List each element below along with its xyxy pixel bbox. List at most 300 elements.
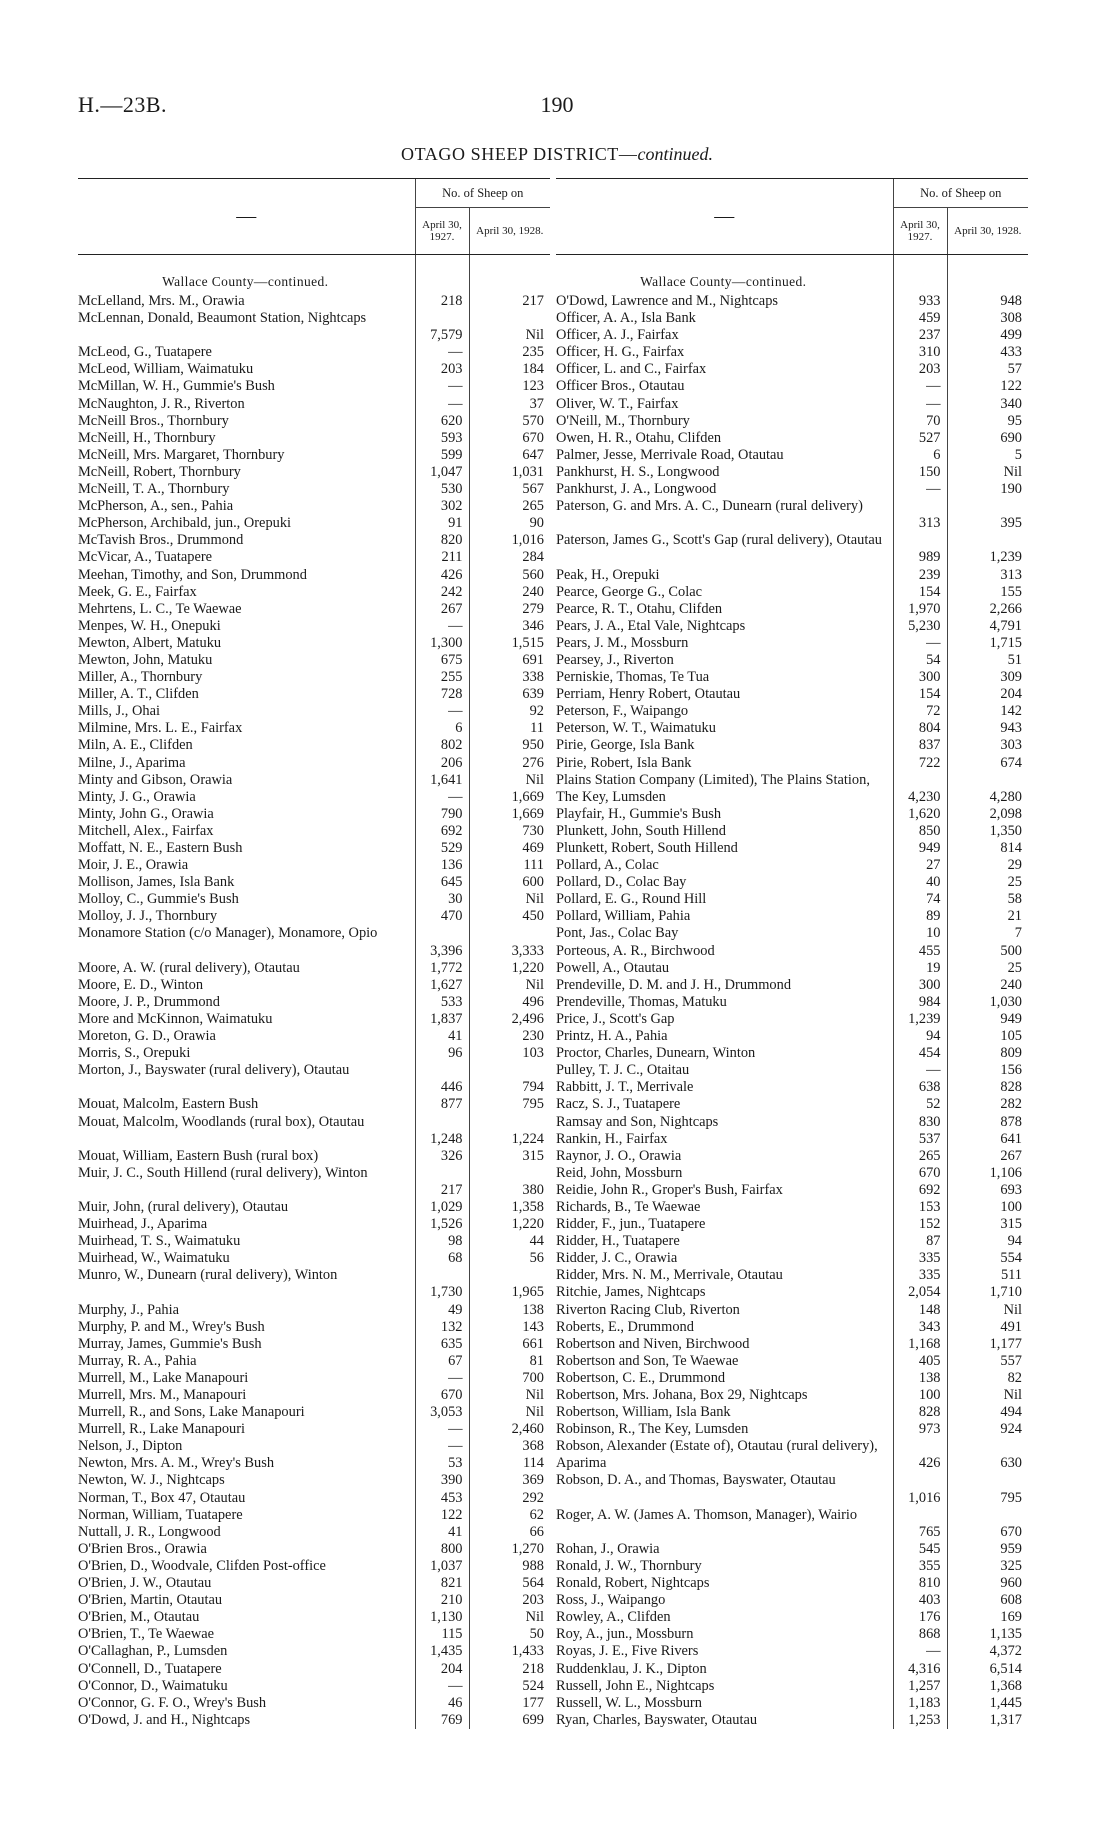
sheep-1928: 58 bbox=[947, 891, 1028, 908]
sheep-1928: 155 bbox=[947, 584, 1028, 601]
owner-name: Mouat, Malcolm, Eastern Bush bbox=[78, 1096, 259, 1113]
sheep-1927: 5,230 bbox=[893, 618, 947, 635]
sheep-1927: 152 bbox=[893, 1216, 947, 1233]
owner-name: Ridder, F., jun., Tuatapere bbox=[556, 1216, 706, 1233]
sheep-1928: 630 bbox=[947, 1438, 1028, 1472]
owner-name: O'Dowd, J. and H., Nightcaps bbox=[78, 1711, 251, 1728]
table-row bbox=[78, 601, 550, 618]
sheep-1928: 340 bbox=[947, 396, 1028, 413]
owner-name: Pearce, R. T., Otahu, Clifden bbox=[556, 600, 723, 617]
owner-name: Proctor, Charles, Dunearn, Winton bbox=[556, 1045, 756, 1062]
owner-name: Ruddenklau, J. K., Dipton bbox=[556, 1660, 707, 1677]
owner-name: Richards, B., Te Waewae bbox=[556, 1198, 701, 1215]
sheep-1927: 593 bbox=[415, 430, 469, 447]
owner-name: Robinson, R., The Key, Lumsden bbox=[556, 1421, 749, 1438]
sheep-1928: 988 bbox=[469, 1558, 550, 1575]
sheep-1928: 1,106 bbox=[947, 1165, 1028, 1182]
owner-name: Mewton, Albert, Matuku bbox=[78, 634, 222, 651]
sheep-1927: 19 bbox=[893, 960, 947, 977]
owner-name: Mehrtens, L. C., Te Waewae bbox=[78, 600, 242, 617]
owner-name: Murphy, J., Pahia bbox=[78, 1301, 179, 1318]
sheep-1928: 5 bbox=[947, 447, 1028, 464]
owner-name: Miln, A. E., Clifden bbox=[78, 737, 193, 754]
table-row bbox=[78, 635, 550, 652]
owner-name: McNaughton, J. R., Riverton bbox=[78, 395, 245, 412]
table-row bbox=[556, 1472, 1028, 1506]
sheep-1928: 494 bbox=[947, 1404, 1028, 1421]
owner-name: Muir, J. C., South Hillend (rural delivery), Winton bbox=[78, 1164, 368, 1181]
table-row bbox=[78, 960, 550, 977]
owner-name: Pankhurst, H. S., Longwood bbox=[556, 463, 720, 480]
sheep-1928: 699 bbox=[469, 1712, 550, 1729]
table-row bbox=[78, 1267, 550, 1301]
table-row bbox=[556, 703, 1028, 720]
sheep-1928: 184 bbox=[469, 361, 550, 378]
sheep-1928: 469 bbox=[469, 840, 550, 857]
sheep-1927: 153 bbox=[893, 1199, 947, 1216]
owner-name: Plains Station Company (Limited), The Plains Station, The Key, Lumsden bbox=[556, 771, 870, 805]
sheep-1928: 794 bbox=[469, 1062, 550, 1096]
sheep-1927: 670 bbox=[415, 1387, 469, 1404]
owner-name: Ryan, Charles, Bayswater, Otautau bbox=[556, 1711, 758, 1728]
sheep-1927: 1,970 bbox=[893, 601, 947, 618]
sheep-1928: 557 bbox=[947, 1353, 1028, 1370]
sheep-1927: 74 bbox=[893, 891, 947, 908]
owner-name: Newton, W. J., Nightcaps bbox=[78, 1472, 225, 1489]
sheep-1927: 877 bbox=[415, 1096, 469, 1113]
sheep-1928: 878 bbox=[947, 1114, 1028, 1131]
owner-name: Norman, T., Box 47, Otautau bbox=[78, 1489, 246, 1506]
owner-name: Officer Bros., Otautau bbox=[556, 378, 685, 395]
owner-name: O'Connell, D., Tuatapere bbox=[78, 1660, 222, 1677]
sheep-1928: 950 bbox=[469, 737, 550, 754]
owner-name: Murrell, M., Lake Manapouri bbox=[78, 1369, 249, 1386]
table-row bbox=[78, 515, 550, 532]
sheep-1928: 143 bbox=[469, 1319, 550, 1336]
sheep-1927: 533 bbox=[415, 994, 469, 1011]
table-row bbox=[556, 1182, 1028, 1199]
sheep-1928: 90 bbox=[469, 515, 550, 532]
sheep-1928: 1,669 bbox=[469, 806, 550, 823]
document-code: H.—23B. bbox=[78, 92, 168, 117]
owner-name: Ronald, J. W., Thornbury bbox=[556, 1557, 702, 1574]
sheep-1927: 4,230 bbox=[893, 772, 947, 806]
sheep-1927: 267 bbox=[415, 601, 469, 618]
sheep-1928: 230 bbox=[469, 1028, 550, 1045]
sheep-1927: 100 bbox=[893, 1387, 947, 1404]
title-continued: continued. bbox=[637, 144, 713, 164]
sheep-1928: 4,791 bbox=[947, 618, 1028, 635]
table-row bbox=[78, 1643, 550, 1660]
table-row bbox=[556, 1609, 1028, 1626]
sheep-1927: 72 bbox=[893, 703, 947, 720]
sheep-1927: 868 bbox=[893, 1626, 947, 1643]
sheep-1927: 176 bbox=[893, 1609, 947, 1626]
sheep-1928: 924 bbox=[947, 1421, 1028, 1438]
sheep-1927: 30 bbox=[415, 891, 469, 908]
sheep-1928: 560 bbox=[469, 567, 550, 584]
owner-name: Murray, R. A., Pahia bbox=[78, 1352, 197, 1369]
sheep-1928: 795 bbox=[947, 1472, 1028, 1506]
sheep-1928: 960 bbox=[947, 1575, 1028, 1592]
sheep-1928: 567 bbox=[469, 481, 550, 498]
sheep-1928: 92 bbox=[469, 703, 550, 720]
owner-name: Prendeville, Thomas, Matuku bbox=[556, 993, 727, 1010]
table-row bbox=[78, 772, 550, 789]
sheep-1927: — bbox=[893, 1062, 947, 1079]
sheep-1928: 1,710 bbox=[947, 1284, 1028, 1301]
sheep-1927: 1,257 bbox=[893, 1678, 947, 1695]
table-row bbox=[556, 1216, 1028, 1233]
table-row bbox=[556, 378, 1028, 395]
sheep-1927: 804 bbox=[893, 720, 947, 737]
sheep-1927: — bbox=[893, 1643, 947, 1660]
sheep-1927: 96 bbox=[415, 1045, 469, 1062]
sheep-1927: — bbox=[415, 1678, 469, 1695]
sheep-1927: 470 bbox=[415, 908, 469, 925]
sheep-1927: 599 bbox=[415, 447, 469, 464]
owner-name: Muirhead, J., Aparima bbox=[78, 1216, 208, 1233]
sheep-1928: 338 bbox=[469, 669, 550, 686]
table-row bbox=[556, 669, 1028, 686]
sheep-1928: 1,669 bbox=[469, 789, 550, 806]
sheep-1927: 1,253 bbox=[893, 1712, 947, 1729]
table-row bbox=[556, 994, 1028, 1011]
owner-name: Robertson, Mrs. Johana, Box 29, Nightcaps bbox=[556, 1387, 808, 1403]
sheep-1927: 426 bbox=[415, 567, 469, 584]
sheep-1927: 1,627 bbox=[415, 977, 469, 994]
sheep-1927: 692 bbox=[415, 823, 469, 840]
sheep-1927: 41 bbox=[415, 1524, 469, 1541]
owner-name: McNeill, H., Thornbury bbox=[78, 429, 216, 446]
table-row bbox=[556, 1267, 1028, 1284]
sheep-1928: Nil bbox=[469, 891, 550, 908]
sheep-1927: 355 bbox=[893, 1558, 947, 1575]
owner-name: Peterson, F., Waipango bbox=[556, 703, 689, 720]
owner-name: Moir, J. E., Orawia bbox=[78, 857, 189, 874]
sheep-1927: 87 bbox=[893, 1233, 947, 1250]
sheep-1928: 608 bbox=[947, 1592, 1028, 1609]
owner-name: Plunkett, John, South Hillend bbox=[556, 822, 726, 839]
owner-name: Ross, J., Waipango bbox=[556, 1592, 666, 1609]
sheep-1928: Nil bbox=[469, 310, 550, 344]
owner-name: Paterson, James G., Scott's Gap (rural delivery), Otautau bbox=[556, 532, 882, 549]
owner-name: Roberts, E., Drummond bbox=[556, 1318, 694, 1335]
sheep-1927: — bbox=[893, 481, 947, 498]
sheep-1927: — bbox=[893, 635, 947, 652]
header-year-1928: April 30, 1928. bbox=[469, 208, 550, 255]
table-row bbox=[78, 1472, 550, 1489]
owner-name: Robertson, C. E., Drummond bbox=[556, 1369, 726, 1386]
owner-name: Murrell, R., and Sons, Lake Manapouri bbox=[78, 1404, 305, 1421]
owner-name: Robertson, William, Isla Bank bbox=[556, 1404, 731, 1421]
header-group: No. of Sheep on bbox=[893, 179, 1028, 208]
sheep-1927: 989 bbox=[893, 532, 947, 566]
owner-name: Mollison, James, Isla Bank bbox=[78, 874, 235, 891]
owner-name: Russell, John E., Nightcaps bbox=[556, 1677, 715, 1694]
owner-name: O'Connor, G. F. O., Wrey's Bush bbox=[78, 1694, 267, 1711]
table-row bbox=[78, 567, 550, 584]
sheep-1927: 426 bbox=[893, 1438, 947, 1472]
table-row bbox=[556, 1114, 1028, 1131]
table-row bbox=[78, 584, 550, 601]
owner-name: Mouat, Malcolm, Woodlands (rural box), Otautau bbox=[78, 1113, 365, 1130]
sheep-1928: 814 bbox=[947, 840, 1028, 857]
owner-name: Mewton, John, Matuku bbox=[78, 651, 213, 668]
owner-name: Mouat, William, Eastern Bush (rural box) bbox=[78, 1147, 319, 1164]
sheep-1927: 1,837 bbox=[415, 1011, 469, 1028]
table-row bbox=[78, 1045, 550, 1062]
sheep-1928: 1,368 bbox=[947, 1678, 1028, 1695]
sheep-1928: 25 bbox=[947, 960, 1028, 977]
sheep-1927: — bbox=[415, 789, 469, 806]
sheep-1928: 700 bbox=[469, 1370, 550, 1387]
owner-name: Moore, A. W. (rural delivery), Otautau bbox=[78, 959, 300, 976]
owner-name: Officer, A. J., Fairfax bbox=[556, 327, 679, 344]
sheep-1928: 1,016 bbox=[469, 532, 550, 549]
sheep-1927: 675 bbox=[415, 652, 469, 669]
table-row bbox=[556, 1199, 1028, 1216]
table-row bbox=[556, 293, 1028, 310]
owner-name: O'Brien, T., Te Waewae bbox=[78, 1626, 215, 1643]
sheep-1927: — bbox=[415, 1421, 469, 1438]
owner-name: More and McKinnon, Waimatuku bbox=[78, 1010, 273, 1027]
owner-name: Price, J., Scott's Gap bbox=[556, 1010, 675, 1027]
sheep-1927: 300 bbox=[893, 977, 947, 994]
sheep-1928: 1,135 bbox=[947, 1626, 1028, 1643]
sheep-1927: 54 bbox=[893, 652, 947, 669]
owner-name: O'Callaghan, P., Lumsden bbox=[78, 1643, 228, 1660]
owner-name: Racz, S. J., Tuatapere bbox=[556, 1096, 681, 1113]
sheep-1927: 150 bbox=[893, 464, 947, 481]
sheep-1928: 95 bbox=[947, 413, 1028, 430]
sheep-1927: 217 bbox=[415, 1165, 469, 1199]
owner-name: Pollard, D., Colac Bay bbox=[556, 874, 687, 891]
table-row bbox=[78, 1353, 550, 1370]
table-row bbox=[556, 1131, 1028, 1148]
owner-name: Morton, J., Bayswater (rural delivery), Otautau bbox=[78, 1062, 350, 1079]
owner-name: Moffatt, N. E., Eastern Bush bbox=[78, 840, 243, 856]
owner-name: Pears, J. M., Mossburn bbox=[556, 634, 689, 651]
sheep-1928: Nil bbox=[469, 977, 550, 994]
sheep-1927: 830 bbox=[893, 1114, 947, 1131]
table-row bbox=[556, 635, 1028, 652]
table-row bbox=[78, 652, 550, 669]
header-year-1928: April 30, 1928. bbox=[947, 208, 1028, 255]
table-row bbox=[556, 1250, 1028, 1267]
sheep-1928: 369 bbox=[469, 1472, 550, 1489]
owner-name: Robertson and Niven, Birchwood bbox=[556, 1335, 750, 1352]
sheep-1927: 7,579 bbox=[415, 310, 469, 344]
owner-name: Moore, J. P., Drummond bbox=[78, 993, 220, 1010]
table-row bbox=[78, 1028, 550, 1045]
table-row bbox=[556, 601, 1028, 618]
table-row bbox=[78, 1319, 550, 1336]
sheep-1927: 136 bbox=[415, 857, 469, 874]
sheep-1928: 325 bbox=[947, 1558, 1028, 1575]
sheep-1928: Nil bbox=[469, 772, 550, 789]
owner-name: Newton, Mrs. A. M., Wrey's Bush bbox=[78, 1455, 275, 1472]
table-row bbox=[78, 1336, 550, 1353]
sheep-1927: 91 bbox=[415, 515, 469, 532]
sheep-1927: 211 bbox=[415, 549, 469, 566]
sheep-1927: 40 bbox=[893, 874, 947, 891]
sheep-1928: 303 bbox=[947, 737, 1028, 754]
table-row bbox=[78, 549, 550, 566]
table-row bbox=[78, 396, 550, 413]
sheep-1928: 670 bbox=[947, 1507, 1028, 1541]
sheep-1927: 1,239 bbox=[893, 1011, 947, 1028]
table-row bbox=[78, 1712, 550, 1729]
table-row bbox=[78, 720, 550, 737]
owner-name: Minty, John G., Orawia bbox=[78, 805, 214, 822]
sheep-1927: 692 bbox=[893, 1182, 947, 1199]
sheep-1928: 265 bbox=[469, 498, 550, 515]
owner-name: McVicar, A., Tuatapere bbox=[78, 549, 213, 566]
sheep-1928: 639 bbox=[469, 686, 550, 703]
header-year-1927: April 30, 1927. bbox=[415, 208, 469, 255]
table-row bbox=[78, 1250, 550, 1267]
sheep-1928: 511 bbox=[947, 1267, 1028, 1284]
sheep-1927: 1,248 bbox=[415, 1114, 469, 1148]
table-row bbox=[78, 755, 550, 772]
owner-name: Oliver, W. T., Fairfax bbox=[556, 395, 679, 412]
sheep-1928: 1,358 bbox=[469, 1199, 550, 1216]
sheep-1928: 1,715 bbox=[947, 635, 1028, 652]
sheep-1928: 380 bbox=[469, 1165, 550, 1199]
sheep-1927: 335 bbox=[893, 1267, 947, 1284]
owner-name: Pankhurst, J. A., Longwood bbox=[556, 481, 717, 498]
sheep-1927: 154 bbox=[893, 686, 947, 703]
sheep-1927: 6 bbox=[415, 720, 469, 737]
table-row bbox=[78, 1114, 550, 1148]
owner-name: Ridder, H., Tuatapere bbox=[556, 1233, 680, 1250]
sheep-1927: 300 bbox=[893, 669, 947, 686]
owner-name: Rowley, A., Clifden bbox=[556, 1609, 671, 1626]
table-row bbox=[556, 1387, 1028, 1404]
owner-name: McMillan, W. H., Gummie's Bush bbox=[78, 378, 275, 395]
owner-name: McNeill Bros., Thornbury bbox=[78, 412, 229, 429]
table-row bbox=[78, 344, 550, 361]
sheep-1928: 7 bbox=[947, 925, 1028, 942]
owner-name: Moore, E. D., Winton bbox=[78, 976, 204, 993]
table-row bbox=[78, 1626, 550, 1643]
sheep-1928: 1,224 bbox=[469, 1114, 550, 1148]
sheep-1927: 1,183 bbox=[893, 1695, 947, 1712]
owner-name: Officer, H. G., Fairfax bbox=[556, 344, 685, 361]
sheep-1928: Nil bbox=[947, 1302, 1028, 1319]
sheep-1928: 204 bbox=[947, 686, 1028, 703]
table-row bbox=[78, 686, 550, 703]
sheep-1928: 499 bbox=[947, 327, 1028, 344]
sheep-1928: 94 bbox=[947, 1233, 1028, 1250]
sheep-1927: 1,300 bbox=[415, 635, 469, 652]
sheep-1927: 1,130 bbox=[415, 1609, 469, 1626]
owner-name: Minty, J. G., Orawia bbox=[78, 788, 196, 805]
owner-name: Ridder, J. C., Orawia bbox=[556, 1250, 678, 1267]
sheep-1928: 50 bbox=[469, 1626, 550, 1643]
sheep-1927: 4,316 bbox=[893, 1661, 947, 1678]
sheep-1927: 148 bbox=[893, 1302, 947, 1319]
sheep-1927: 454 bbox=[893, 1045, 947, 1062]
sheep-1927: 765 bbox=[893, 1507, 947, 1541]
table-row bbox=[78, 1609, 550, 1626]
sheep-1928: 1,433 bbox=[469, 1643, 550, 1660]
sheep-1928: Nil bbox=[469, 1404, 550, 1421]
sheep-1928: 450 bbox=[469, 908, 550, 925]
table-row bbox=[556, 1336, 1028, 1353]
sheep-1928: 647 bbox=[469, 447, 550, 464]
owner-name: Ritchie, James, Nightcaps bbox=[556, 1284, 706, 1301]
sheep-1928: 674 bbox=[947, 755, 1028, 772]
table-row bbox=[78, 1370, 550, 1387]
sheep-1927: 1,526 bbox=[415, 1216, 469, 1233]
table-row bbox=[556, 1319, 1028, 1336]
owner-name: Murrell, R., Lake Manapouri bbox=[78, 1421, 246, 1438]
sheep-1927: 446 bbox=[415, 1062, 469, 1096]
table-row bbox=[78, 361, 550, 378]
table-row bbox=[78, 1678, 550, 1695]
sheep-1927: 53 bbox=[415, 1455, 469, 1472]
sheep-1928: 368 bbox=[469, 1438, 550, 1455]
table-row bbox=[556, 1575, 1028, 1592]
sheep-1927: 620 bbox=[415, 413, 469, 430]
table-row bbox=[556, 720, 1028, 737]
sheep-1928: 62 bbox=[469, 1507, 550, 1524]
right-table-body bbox=[556, 255, 1028, 1729]
section-label: Wallace County—continued. bbox=[162, 274, 329, 289]
sheep-1928: 500 bbox=[947, 943, 1028, 960]
table-row bbox=[78, 1199, 550, 1216]
table-row bbox=[78, 977, 550, 994]
sheep-1928: 217 bbox=[469, 293, 550, 310]
sheep-1927: 820 bbox=[415, 532, 469, 549]
sheep-1927: 405 bbox=[893, 1353, 947, 1370]
owner-name: Raynor, J. O., Orawia bbox=[556, 1147, 682, 1164]
owner-name: Roger, A. W. (James A. Thomson, Manager), Wairio bbox=[556, 1506, 858, 1523]
table-row bbox=[78, 1387, 550, 1404]
owner-name: O'Brien, Martin, Otautau bbox=[78, 1592, 223, 1609]
table-row bbox=[78, 874, 550, 891]
sheep-1928: 313 bbox=[947, 567, 1028, 584]
table-row bbox=[556, 1507, 1028, 1541]
sheep-1928: 177 bbox=[469, 1695, 550, 1712]
owner-name: Muir, John, (rural delivery), Otautau bbox=[78, 1198, 289, 1215]
page-number: 190 bbox=[540, 92, 574, 117]
header-group: No. of Sheep on bbox=[415, 179, 550, 208]
table-row bbox=[556, 361, 1028, 378]
page-header bbox=[0, 92, 1114, 122]
owner-name: O'Brien Bros., Orawia bbox=[78, 1540, 207, 1557]
header-year-1927: April 30, 1927. bbox=[893, 208, 947, 255]
sheep-1927: 310 bbox=[893, 344, 947, 361]
sheep-1927: 810 bbox=[893, 1575, 947, 1592]
table-row bbox=[556, 396, 1028, 413]
table-row bbox=[556, 481, 1028, 498]
sheep-1927: 265 bbox=[893, 1148, 947, 1165]
sheep-1927: 635 bbox=[415, 1336, 469, 1353]
sheep-1928: 142 bbox=[947, 703, 1028, 720]
sheep-1927: 1,168 bbox=[893, 1336, 947, 1353]
table-row bbox=[556, 1284, 1028, 1301]
table-row bbox=[78, 481, 550, 498]
sheep-1927: 1,772 bbox=[415, 960, 469, 977]
sheep-1928: 11 bbox=[469, 720, 550, 737]
sheep-1928: 491 bbox=[947, 1319, 1028, 1336]
table-row bbox=[556, 1678, 1028, 1695]
sheep-1928: 292 bbox=[469, 1490, 550, 1507]
owner-name: Norman, William, Tuatapere bbox=[78, 1506, 243, 1523]
